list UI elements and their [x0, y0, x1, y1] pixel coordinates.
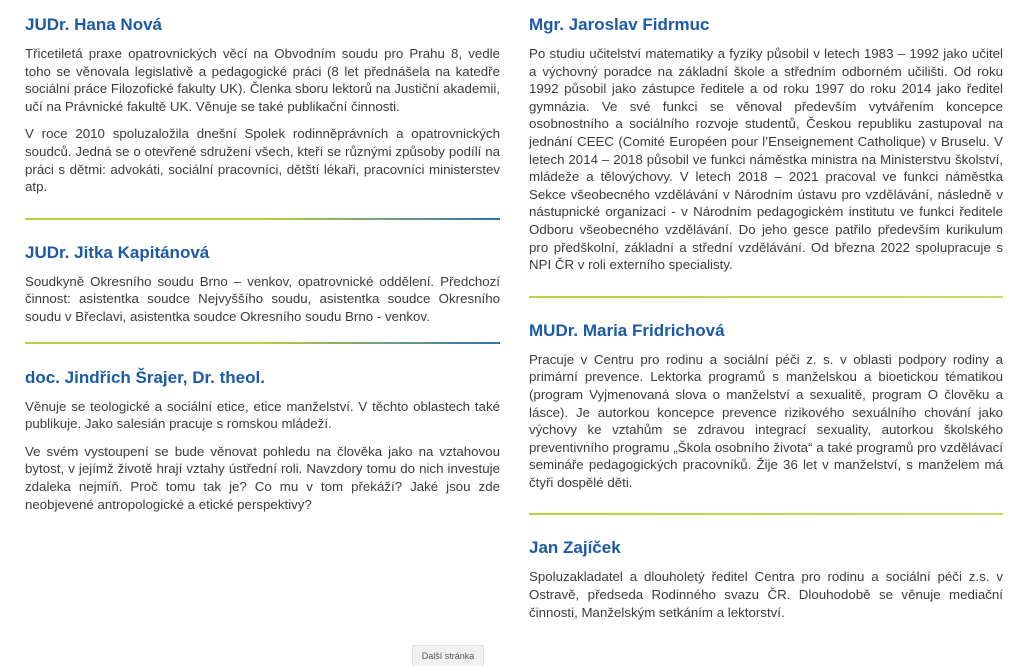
section-divider — [25, 342, 500, 344]
speaker-bio: Třicetiletá praxe opatrovnických věcí na Obvodním soudu pro Prahu 8, vedle toho se věnovala legislativě a pedagogické práci (8 let přednášela na katedře sociální práce Filozofické fakulty UK). Členka sboru lektorů na Justiční akademii, učí na Právnické fakultě UK. Věnuje se také publikační činnosti. — [25, 46, 500, 114]
speaker-card — [25, 14, 500, 196]
speaker-name: doc. Jindřich Šrajer, Dr. theol. — [25, 367, 265, 387]
section-divider — [529, 296, 1003, 298]
speaker-card — [25, 242, 500, 326]
speaker-bio: Soudkyně Okresního soudu Brno – venkov, opatrovnické oddělení. Předchozí činnost: asistentka soudce Nejvyššího soudu, asistentka soudce Okresního soudu v Břeclavi, asistentka soudce Okresního soudu Brno - venkov. — [25, 273, 500, 324]
section-divider — [529, 513, 1003, 515]
speaker-name: JUDr. Jitka Kapitánová — [25, 242, 210, 262]
speaker-bio: V roce 2010 spoluzaložila dnešní Spolek rodinněprávních a opatrovnických soudců. Jedná se o otevřené sdružení všech, kteří se různými způsoby podílí na práci s dětmi: advokáti, sociální pracovníci, dětští lékaři, pracovníci ministerstev atp. — [25, 126, 500, 195]
speaker-name: Mgr. Jaroslav Fidrmuc — [529, 15, 710, 34]
speaker-card — [529, 320, 1003, 492]
section-divider — [25, 218, 500, 220]
speaker-bio: Po studiu učitelství matematiky a fyziky působil v letech 1983 – 1992 jako učitel a výchovný poradce na základní škole a středním odborném učilišti. Od roku 1992 působil jako zástupce ředitele a od roku 1997 do roku 2014 jako ředitel gymnázia. Ve své funkci se věnoval především vytvářením koncepce osobnostního a sociálního rozvoje studentů, Českou republiku zastupoval na jednání CEEC (Comité Européen pour l’Enseignement Catholique) v Bruselu. V letech 2014 – 2018 působil ve funkci náměstka ministra na Ministerstvu školství, mládeže a tělovýchovy. V letech 2018 – 2021 pracoval ve funkci náměstka Sekce všeobecného vzdělávání v Národním ústavu pro vzdělávání, následně v nástupnické organizaci - v Národním pedagogickém institutu ve funkci ředitele Odboru všeobecného vzdělávání. Do jeho gesce patřilo především kurikulum pro předškolní, základní a střední vzdělávání. Od března 2022 spolupracuje s NPI ČR v roli externího specialisty. — [529, 46, 1003, 273]
speaker-name: Jan Zajíček — [529, 538, 621, 558]
speaker-card — [25, 367, 500, 514]
speaker-name: MUDr. Maria Fridrichová — [529, 320, 725, 340]
speaker-bio: Věnuje se teologické a sociální etice, etice manželství. V těchto oblastech také publikuje. Jako salesián pracuje s romskou mládeží. — [25, 398, 500, 432]
speaker-bio: Pracuje v Centru pro rodinu a sociální péči z. s. v oblasti podpory rodiny a primární prevence. Lektorka programů s manželskou a bioetickou tématikou (program Vyjmenovaná slova o manželství a sexualitě, program O člověku a lásce). Je autorkou koncepce prevence rizikového sexuálního chování jako výchovy ke vztahům se zdravou integrací sexuality, autorkou školského preventivního programu „Škola osobního života“ a také programů pro vzdělávací semináře pedagogických pracovníků. Žije 36 let v manželství, s manželem má čtyři dospělé děti. — [529, 351, 1003, 490]
speaker-bio: Spoluzakladatel a dlouholetý ředitel Centra pro rodinu a sociální péči z.s. v Ostravě, předseda Rodinného svazu ČR. Dlouhodobě se věnuje mediační činnosti, Manželským setkáním a lektorství. — [529, 569, 1003, 620]
speaker-name: JUDr. Hana Nová — [25, 15, 162, 34]
next-page-button[interactable]: Další stránka — [412, 645, 484, 666]
speaker-card — [529, 14, 1003, 274]
left-column — [25, 14, 500, 513]
speaker-card — [529, 537, 1003, 621]
right-column — [529, 14, 1003, 621]
speaker-bio: Ve svém vystoupení se bude věnovat pohledu na člověka jako na vztahovou bytost, v jejímž životě hrají vztahy ústřední roli. Navzdory tomu do nich investuje zdaleka nejmíň. Proč tomu tak je? Co mu v tom překáží? Jaké jsou zde neobjevené antropologické a etické perspektivy? — [25, 443, 500, 512]
